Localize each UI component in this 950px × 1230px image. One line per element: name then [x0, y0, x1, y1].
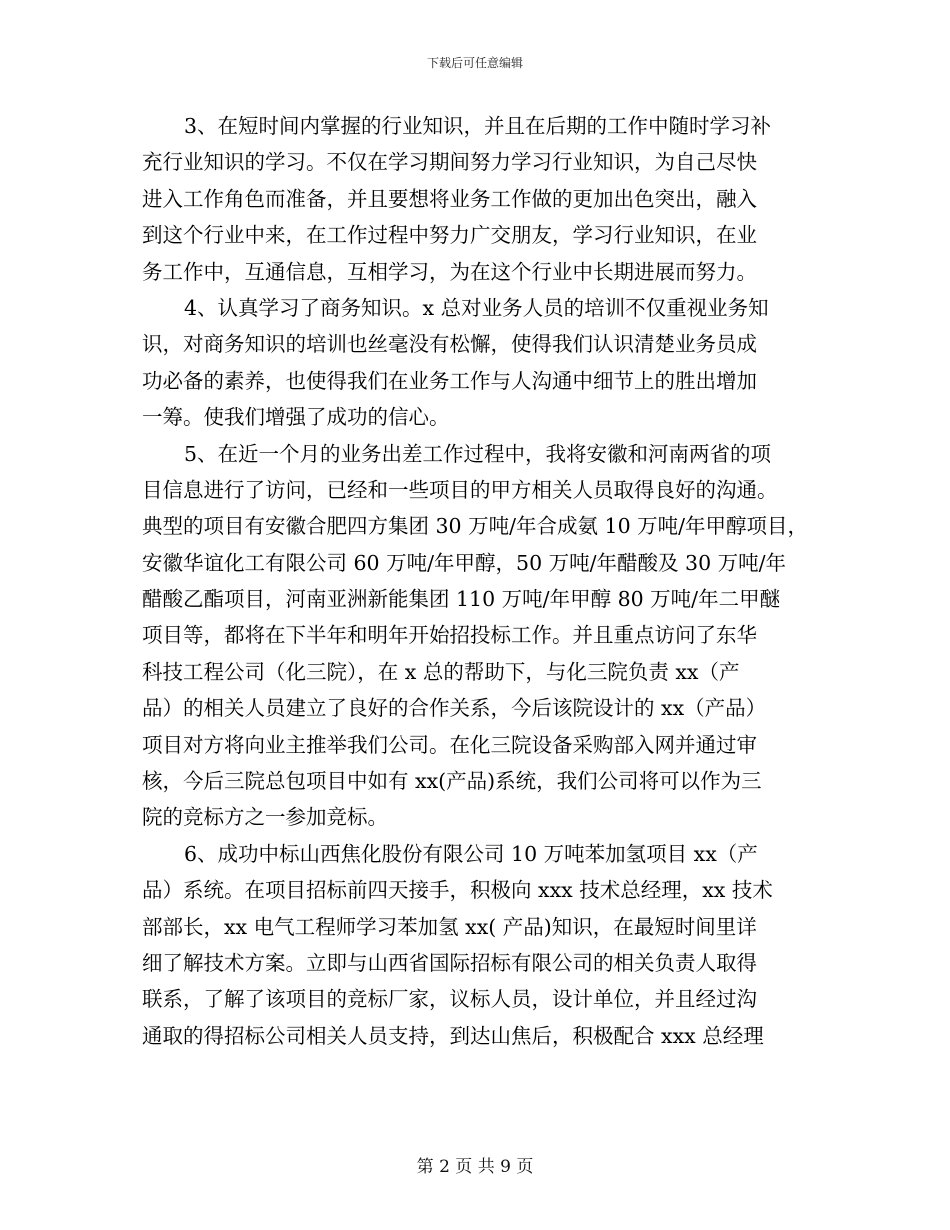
- paragraph-line: 通取的得招标公司相关人员支持，到达山焦后，积极配合 xxx 总经理: [142, 1023, 764, 1048]
- paragraph-line: 到这个行业中来，在工作过程中努力广交朋友，学习行业知识，在业: [142, 223, 757, 248]
- paragraph-line: 典型的项目有安徽合肥四方集团 30 万吨/年合成氨 10 万吨/年甲醇项目，: [142, 514, 809, 539]
- paragraph-line: 品）的相关人员建立了良好的合作关系，今后该院设计的 xx（产品）: [142, 696, 767, 721]
- paragraph-line: 6、成功中标山西焦化股份有限公司 10 万吨苯加氢项目 xx（产: [184, 841, 758, 866]
- paragraph-line: 核，今后三院总包项目中如有 xx(产品)系统，我们公司将可以作为三: [142, 769, 762, 794]
- paragraph-line: 目信息进行了访问，已经和一些项目的甲方相关人员取得良好的沟通。: [142, 477, 778, 502]
- page-number: 第 2 页 共 9 页: [416, 1157, 534, 1177]
- paragraph-line: 一筹。使我们增强了成功的信心。: [142, 405, 450, 430]
- paragraph-line: 科技工程公司（化三院），在 x 总的帮助下，与化三院负责 xx（产: [142, 659, 740, 684]
- paragraph-line: 功必备的素养，也使得我们在业务工作与人沟通中细节上的胜出增加: [142, 368, 757, 393]
- paragraph-line: 5、在近一个月的业务出差工作过程中，我将安徽和河南两省的项: [184, 441, 772, 466]
- page-header: 下载后可任意编辑: [426, 56, 523, 70]
- paragraph-line: 醋酸乙酯项目，河南亚洲新能集团 110 万吨/年甲醇 80 万吨/年二甲醚: [142, 587, 781, 612]
- paragraph-line: 品）系统。在项目招标前四天接手，积极向 xxx 技术总经理，xx 技术: [142, 878, 773, 903]
- paragraph-line: 细了解技术方案。立即与山西省国际招标有限公司的相关负责人取得: [142, 950, 757, 975]
- paragraph-line: 项目等，都将在下半年和明年开始招投标工作。并且重点访问了东华: [142, 623, 757, 648]
- document-body: [142, 108, 832, 1054]
- paragraph-line: 安徽华谊化工有限公司 60 万吨/年甲醇，50 万吨/年醋酸及 30 万吨/年: [142, 550, 787, 575]
- paragraph-line: 部部长，xx 电气工程师学习苯加氢 xx( 产品)知识，在最短时间里详: [142, 914, 757, 939]
- paragraph-line: 院的竞标方之一参加竞标。: [142, 805, 388, 830]
- paragraph-line: 充行业知识的学习。不仅在学习期间努力学习行业知识，为自己尽快: [142, 150, 757, 175]
- paragraph-line: 进入工作角色而准备，并且要想将业务工作做的更加出色突出，融入: [142, 186, 757, 211]
- paragraph-line: 务工作中，互通信息，互相学习，为在这个行业中长期进展而努力。: [142, 259, 757, 284]
- paragraph-line: 项目对方将向业主推举我们公司。在化三院设备采购部入网并通过审: [142, 732, 757, 757]
- paragraph-line: 4、认真学习了商务知识。x 总对业务人员的培训不仅重视业务知: [184, 295, 769, 320]
- paragraph-line: 3、在短时间内掌握的行业知识，并且在后期的工作中随时学习补: [184, 114, 772, 138]
- paragraph-line: 识，对商务知识的培训也丝毫没有松懈，使得我们认识清楚业务员成: [142, 332, 757, 357]
- paragraph-line: 联系，了解了该项目的竞标厂家，议标人员，设计单位，并且经过沟: [142, 987, 757, 1012]
